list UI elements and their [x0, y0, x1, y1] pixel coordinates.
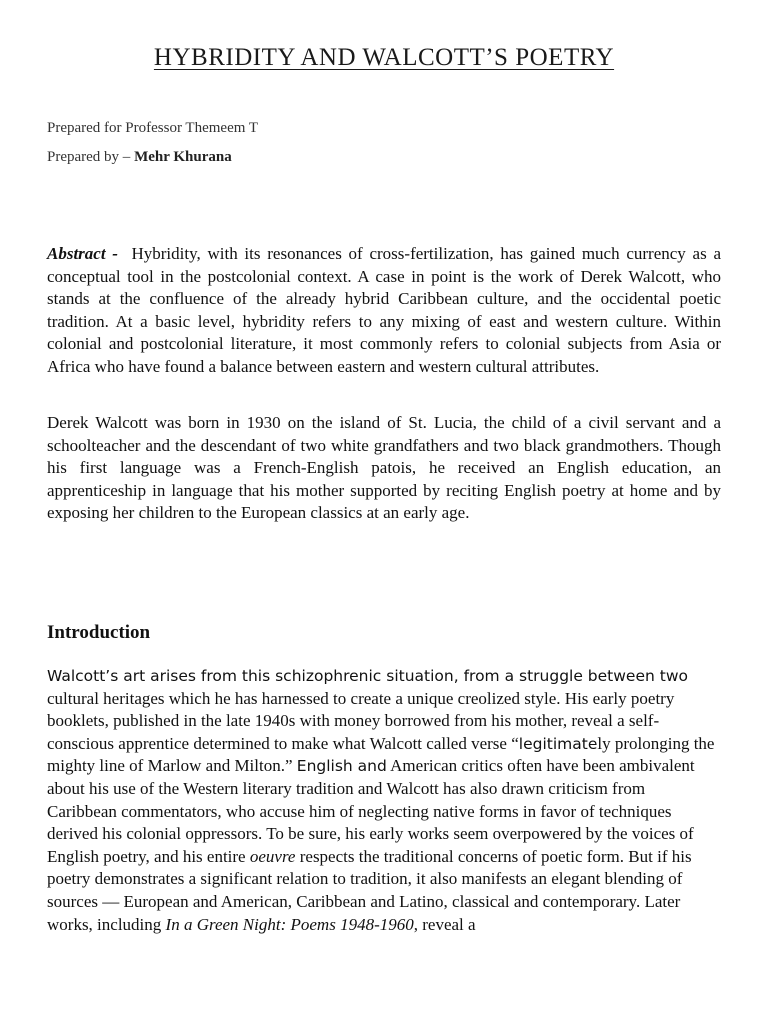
- intro-text-part2: cultural heritages which he has harnessed to create a unique creolized style. His early poetry booklets, published in the late 1940s with money borrowed from his mother, reveal a self-conscious apprentice determined to make what Walcott called verse “: [47, 688, 675, 753]
- abstract-text: Hybridity, with its resonances of cross-fertilization, has gained much currency as a conceptual tool in the postcolonial context. A case in point is the work of Derek Walcott, who stands at the confluence of the already hybrid Caribbean culture, and the occidental poetic tradition. At a basic level, hybridity refers to any mixing of east and western culture. Within colonial and postcolonial literature, it most commonly refers to colonial subjects from Asia or Africa who have found a balance between eastern and western cultural attributes.: [47, 244, 721, 376]
- intro-legitimate-word: legitimate: [518, 734, 598, 753]
- prepared-by-prefix: Prepared by –: [47, 149, 135, 165]
- intro-first-line: Walcott’s art arises from this schizophrenic situation, from a struggle between two: [47, 667, 688, 685]
- intro-english-and: English and: [296, 757, 387, 776]
- intro-text-part4: American critics often have been ambivalent about his use of the Western literary tradition and Walcott has also drawn criticism from Caribbean commentators, who accuse him of neglecting native forms in favor of techniques derived his colonial oppressors. To be sure, his early works seem overpowered by the voices of English poetry, and his entire: [47, 756, 695, 866]
- introduction-paragraph: [47, 665, 717, 936]
- prepared-for-line: Prepared for Professor Themeem T: [47, 120, 259, 136]
- biography-paragraph: Derek Walcott was born in 1930 on the island of St. Lucia, the child of a civil servant and a schoolteacher and the descendant of two white grandfathers and two black grandmothers. Though his first language was a French-English patois, he received an English education, an apprenticeship in language that his mother supported by reciting English poetry at home and by exposing her children to the European classics at an early age.: [47, 413, 721, 523]
- author-name: Mehr Khurana: [134, 149, 232, 165]
- intro-text-part3: ly prolonging the mighty line of Marlow and Milton.”: [47, 733, 715, 776]
- abstract-paragraph: [47, 243, 721, 379]
- abstract-label: Abstract -: [47, 244, 118, 263]
- introduction-heading: Introduction: [47, 622, 151, 643]
- intro-book-title: In a Green Night: Poems 1948-1960: [165, 914, 414, 934]
- document-title: HYBRIDITY AND WALCOTT’S POETRY: [153, 44, 615, 71]
- prepared-by-line: [47, 149, 232, 166]
- intro-oeuvre-word: oeuvre: [249, 846, 296, 866]
- intro-text-part6: , reveal a: [413, 914, 476, 934]
- intro-text-part5: respects the traditional concerns of poetic form. But if his poetry demonstrates a significant relation to tradition, it also manifests an elegant blending of sources — European and American, Caribbean and Latino, classical and contemporary. Later works, including: [47, 846, 692, 934]
